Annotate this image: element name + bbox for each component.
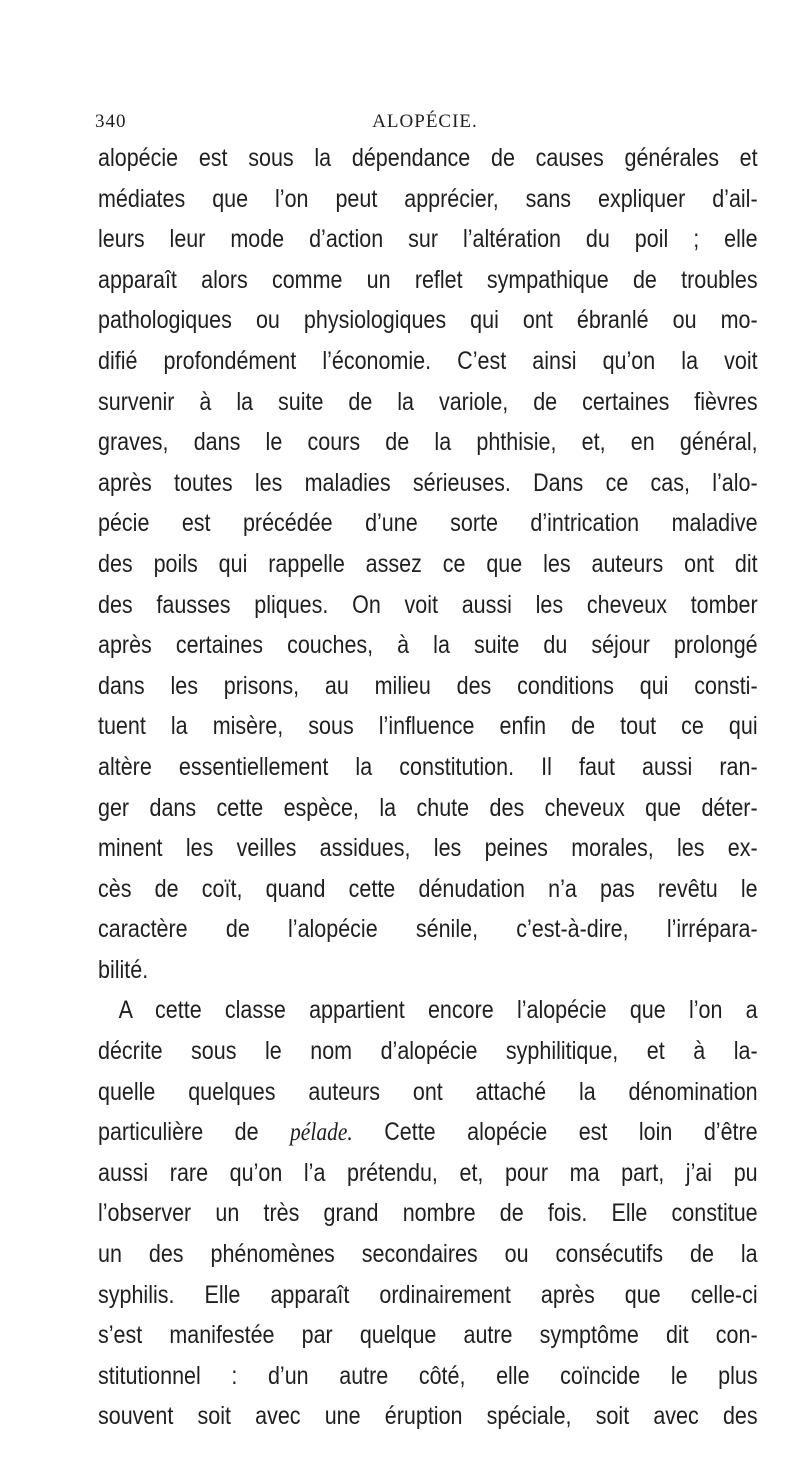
pelade-term: pélade. <box>290 1119 353 1147</box>
text-line: s’est manifestée par quelque autre symptôme dit con- <box>98 1321 758 1350</box>
text-line: apparaît alors comme un reflet sympathique de troubles <box>98 265 758 294</box>
text-line: alopécie est sous la dépendance de causes générales et <box>98 144 758 172</box>
text-line: pathologiques ou physiologiques qui ont ébranlé ou mo- <box>98 306 758 335</box>
text-line: l’observer un très grand nombre de fois. Elle constitue <box>98 1199 758 1228</box>
text-line: survenir à la suite de la variole, de certaines fièvres <box>98 387 758 416</box>
text-line: souvent soit avec une éruption spéciale, soit avec des <box>98 1402 758 1431</box>
text-line: syphilis. Elle apparaît ordinairement après que celle-ci <box>98 1280 758 1309</box>
text-line: décrite sous le nom d’alopécie syphilitique, et à la- <box>98 1037 758 1066</box>
text-line: pécie est précédée d’une sorte d’intrication maladive <box>98 509 758 538</box>
text-line: graves, dans le cours de la phthisie, et, en général, <box>98 428 758 457</box>
running-head <box>95 111 755 139</box>
text-line-pelade <box>98 1112 758 1153</box>
text-line: tuent la misère, sous l’influence enfin de tout ce qui <box>98 712 758 741</box>
text-line: cès de coït, quand cette dénudation n’a pas revêtu le <box>98 874 758 903</box>
pelade-line-after: Cette alopécie est loin d’être <box>384 1118 758 1147</box>
text-line: des poils qui rappelle assez ce que les auteurs ont dit <box>98 549 758 578</box>
text-line: stitutionnel : d’un autre côté, elle coïncide le plus <box>98 1361 758 1390</box>
text-line: des fausses pliques. On voit aussi les cheveux tomber <box>98 590 758 619</box>
text-line: dans les prisons, au milieu des conditions qui consti- <box>98 671 758 700</box>
text-line: aussi rare qu’on l’a prétendu, et, pour ma part, j’ai pu <box>98 1158 758 1187</box>
text-line: un des phénomènes secondaires ou consécutifs de la <box>98 1240 758 1269</box>
text-line: minent les veilles assidues, les peines morales, les ex- <box>98 834 758 863</box>
text-line: difié profondément l’économie. C’est ainsi qu’on la voit <box>98 346 758 375</box>
text-line: bilité. <box>98 955 149 984</box>
text-line: A cette classe appartient encore l’alopécie que l’on a <box>118 996 758 1025</box>
pelade-line-before: particulière de <box>98 1118 259 1147</box>
text-line: ger dans cette espèce, la chute des cheveux que déter- <box>98 793 758 822</box>
text-line: médiates que l’on peut apprécier, sans expliquer d’ail- <box>98 184 758 213</box>
text-line: caractère de l’alopécie sénile, c’est-à-dire, l’irrépara- <box>98 915 758 944</box>
text-line: quelle quelques auteurs ont attaché la dénomination <box>98 1077 758 1106</box>
page-number: 340 <box>95 111 127 132</box>
text-line: altère essentiellement la constitution. Il faut aussi ran- <box>98 752 758 781</box>
text-line: après toutes les maladies sérieuses. Dans ce cas, l’alo- <box>98 468 758 497</box>
running-title: ALOPÉCIE. <box>372 111 478 132</box>
body-text <box>98 138 758 1437</box>
text-line: leurs leur mode d’action sur l’altération du poil ; elle <box>98 225 758 254</box>
text-line: après certaines couches, à la suite du séjour prolongé <box>98 631 758 660</box>
